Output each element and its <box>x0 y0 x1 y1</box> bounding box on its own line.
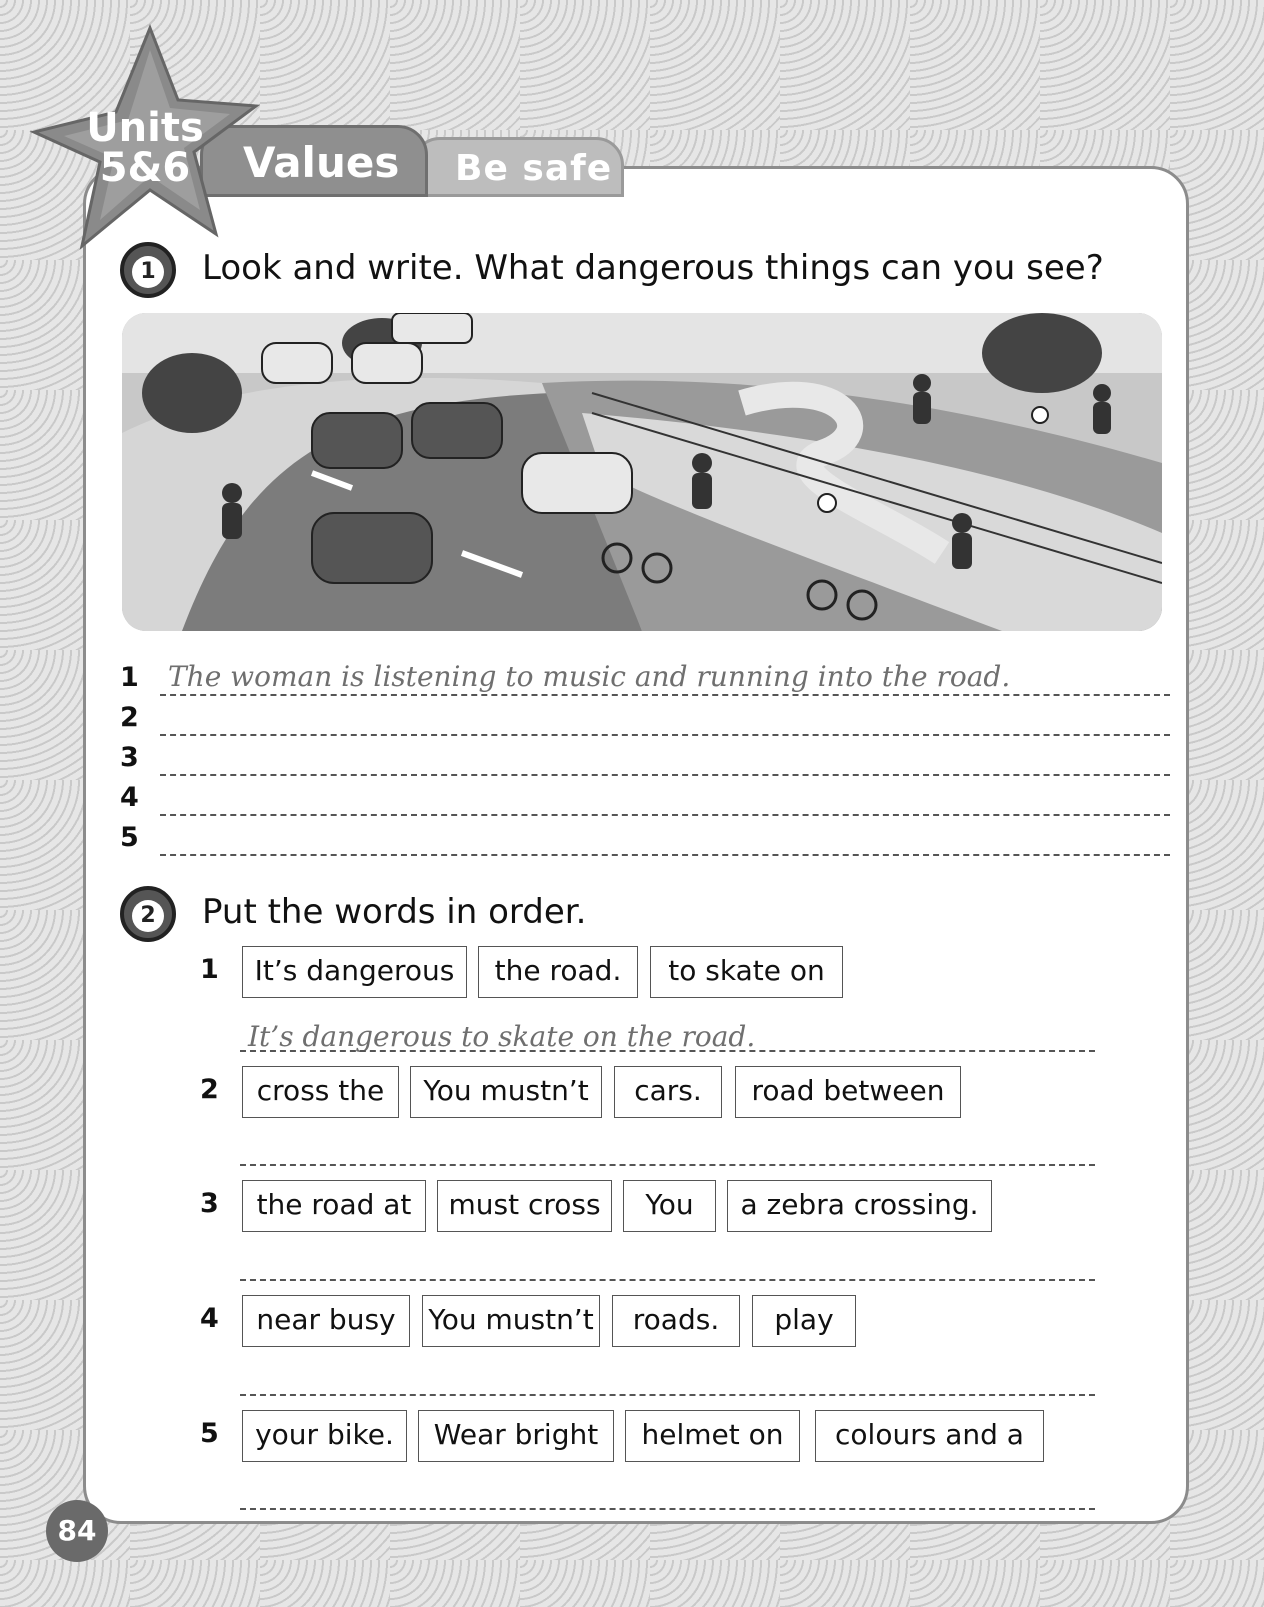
answer-line[interactable]: 4 <box>120 780 1170 820</box>
word-box: to skate on <box>650 946 843 998</box>
word-box: the road at <box>242 1180 426 1232</box>
answer-line[interactable] <box>240 1279 1095 1281</box>
exercise-2-instruction: Put the words in order. <box>202 892 587 932</box>
answer-line[interactable] <box>240 1394 1095 1396</box>
word-box: You <box>623 1180 716 1232</box>
answer-line[interactable]: 2 <box>120 700 1170 740</box>
answer-line[interactable]: 3 <box>120 740 1170 780</box>
answer-line[interactable] <box>240 1508 1095 1510</box>
word-box: play <box>752 1295 856 1347</box>
units-badge <box>70 105 220 191</box>
word-box: colours and a <box>815 1410 1044 1462</box>
answer-text: It’s dangerous to skate on the road. <box>248 1020 756 1053</box>
word-box: You mustn’t <box>410 1066 602 1118</box>
exercise-2-number: 2 <box>120 886 176 942</box>
exercise-1-number: 1 <box>120 242 176 298</box>
answer-line[interactable]: 5 <box>120 820 1170 860</box>
word-box: roads. <box>612 1295 740 1347</box>
word-box: a zebra crossing. <box>727 1180 992 1232</box>
page-number: 84 <box>46 1500 108 1562</box>
answer-line[interactable] <box>240 1164 1095 1166</box>
word-box: helmet on <box>625 1410 800 1462</box>
word-box: It’s dangerous <box>242 946 467 998</box>
word-box: your bike. <box>242 1410 407 1462</box>
street-scene-icon <box>122 313 1162 631</box>
topic-tab <box>412 137 624 197</box>
word-box: the road. <box>478 946 638 998</box>
badge-line-2: 5&6 <box>99 145 191 191</box>
answer-line[interactable]: 1 The woman is listening to music and running into the road. <box>120 660 1170 700</box>
answer-line[interactable] <box>240 1050 1095 1052</box>
topic-label: Be safe <box>455 148 613 189</box>
word-box: cross the <box>242 1066 399 1118</box>
section-label: Values <box>243 138 400 187</box>
exercise-1-instruction: Look and write. What dangerous things can you see? <box>202 248 1104 288</box>
answer-text: The woman is listening to music and running into the road. <box>168 660 1011 693</box>
word-box: Wear bright <box>418 1410 614 1462</box>
badge-line-1: Units <box>86 105 204 151</box>
word-box: must cross <box>437 1180 612 1232</box>
word-box: You mustn’t <box>422 1295 600 1347</box>
street-scene-illustration <box>122 313 1162 631</box>
word-box: cars. <box>614 1066 722 1118</box>
word-box: road between <box>735 1066 961 1118</box>
workbook-page: Be safe Values Units 5&6 1 Look and write. What dangerous things can you see? 1 The woman is listening to music and running into the road. 2 3 4 5 2 Put the words in order. 1 It’s dangerous the road. to skate on It’s dangerous to skate on the road. 2 cross the You mustn’t cars. road between 3 the road at must cross You a zebra crossing. 4 near busy You mustn’t roads. play 5 your bike. Wear bright helmet on colours and a 84 <box>0 0 1264 1607</box>
word-box: near busy <box>242 1295 410 1347</box>
